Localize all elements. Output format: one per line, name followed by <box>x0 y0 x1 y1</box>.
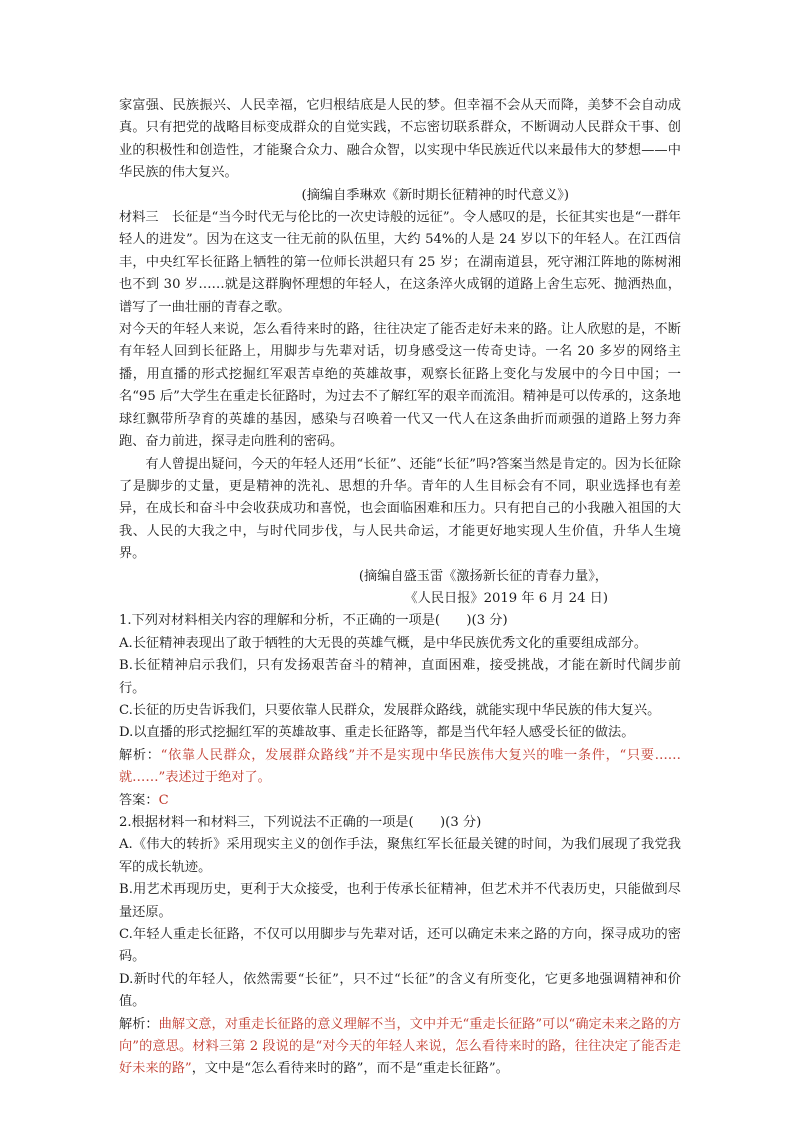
question-2-stem: 2.根据材料一和材料三，下列说法不正确的一项是( )(3 分) <box>119 815 482 830</box>
analysis-quote: “对今天的年轻人来说，怎么看待来时的路，往往决定了能否走好未来的路” <box>119 1039 681 1077</box>
source-citation-2-line1: (摘编自盛玉雷《激扬新长征的青春力量》， <box>358 568 608 584</box>
analysis-text: “依靠人民群众，发展群众路线”并不是实现中华民族伟大复兴的唯一条件，“只要……就……”表述过于绝对了。 <box>119 747 681 786</box>
document-page <box>119 95 681 1081</box>
question-2-option-a: A.《伟大的转折》采用现实主义的创作手法，聚焦红军长征最关键的时间，为我们展现了我党我军的成长轨迹。 <box>119 837 681 875</box>
question-1-option-d: D.以直播的形式挖掘红军的英雄故事、重走长征路等，都是当代年轻人感受长征的做法。 <box>119 725 635 741</box>
analysis-text-part2: ，文中是“怎么看待来时的路”，而不是“重走长征路”。 <box>191 1061 509 1077</box>
question-1-analysis <box>119 745 681 790</box>
question-2-option-c: C.年轻人重走长征路，不仅可以用脚步与先辈对话，还可以确定未来之路的方向，探寻成功的密码。 <box>119 927 681 965</box>
question-2-analysis <box>119 1014 681 1081</box>
analysis-label: 解析： <box>119 1016 159 1032</box>
answer-label: 答案： <box>119 792 159 808</box>
analysis-label: 解析： <box>119 747 161 763</box>
question-1-option-b: B.长征精神启示我们，只有发扬艰苦奋斗的精神，直面困难，接受挑战，才能在新时代阔步前行。 <box>119 658 681 696</box>
material3-paragraph-1: 材料三 长征是“当今时代无与伦比的一次史诗般的远征”。令人感叹的是，长征其实也是“一群年轻人的进发”。因为在这支一往无前的队伍里，大约 54%的人是 24 岁以下的年轻人。在江西信丰，中央红军长征路上牺牲的第一位师长洪超只有 25 岁；在湖南道县，死守湘江阵地的陈树湘也不到 30 岁……就是这群胸怀理想的年轻人，在这条淬火成钢的道路上舍生忘死、抛洒热血，谱写了一曲壮丽的青春之歌。 <box>119 210 681 315</box>
question-2-option-d: D.新时代的年轻人，依然需要“长征”，只不过“长征”的含义有所变化，它更多地强调精神和价值。 <box>119 971 681 1010</box>
analysis-text-part1: 曲解文意，对重走长征路的意义理解不当，文中并无“重走长征路”可以“确定未来之路的方向”的意思。材料三第 2 段说的是 <box>119 1016 681 1055</box>
source-citation-1: (摘编自季琳欢《新时期长征精神的时代意义》) <box>301 187 569 203</box>
question-2-option-b: B.用艺术再现历史，更利于大众接受，也利于传承长征精神，但艺术并不代表历史，只能做到尽量还原。 <box>119 882 681 920</box>
question-1-option-a: A.长征精神表现出了敢于牺牲的大无畏的英雄气概，是中华民族优秀文化的重要组成部分。 <box>119 635 648 651</box>
material3-paragraph-3: 有人曾提出疑问，今天的年轻人还用“长征”、还能“长征”吗?答案当然是肯定的。因为长征除了是脚步的丈量，更是精神的洗礼、思想的升华。青年的人生目标会有不同，职业选择也有差异，在成长和奋斗中会收获成功和喜悦，也会面临困难和压力。只有把自己的小我融入祖国的大我、人民的大我之中，与时代同步伐，与人民共命运，才能更好地实现人生价值，升华人生境界。 <box>119 456 681 562</box>
source-citation-2-line2: 《人民日报》2019 年 6 月 24 日) <box>404 590 608 606</box>
answer-value: C <box>158 792 169 808</box>
question-1-stem: 1.下列对材料相关内容的理解和分析，不正确的一项是( )(3 分) <box>119 613 508 629</box>
question-1-option-c: C.长征的历史告诉我们，只要依靠人民群众，发展群众路线，就能实现中华民族的伟大复兴。 <box>119 702 661 718</box>
intro-paragraph: 家富强、民族振兴、人民幸福，它归根结底是人民的梦。但幸福不会从天而降，美梦不会自动成真。只有把党的战略目标变成群众的自觉实践，不忘密切联系群众，不断调动人民群众干事、创业的积极性和创造性，才能聚合众力、融合众智，以实现中华民族近代以来最伟大的梦想——中华民族的伟大复兴。 <box>119 98 681 181</box>
material3-paragraph-2: 对今天的年轻人来说，怎么看待来时的路，往往决定了能否走好未来的路。让人欣慰的是，不断有年轻人回到长征路上，用脚步与先辈对话，切身感受这一传奇史诗。一名 20 多岁的网络主播，用直播的形式挖掘红军艰苦卓绝的英雄故事，观察长征路上变化与发展中的今日中国；一名“95 后”大学生在重走长征路时，为过去不了解红军的艰辛而流泪。精神是可以传承的，这条地球红飘带所孕育的英雄的基因，感染与召唤着一代又一代人在这条曲折而顽强的道路上努力奔跑、奋力前进，探寻走向胜利的密码。 <box>119 322 681 450</box>
question-1-answer <box>119 790 681 812</box>
